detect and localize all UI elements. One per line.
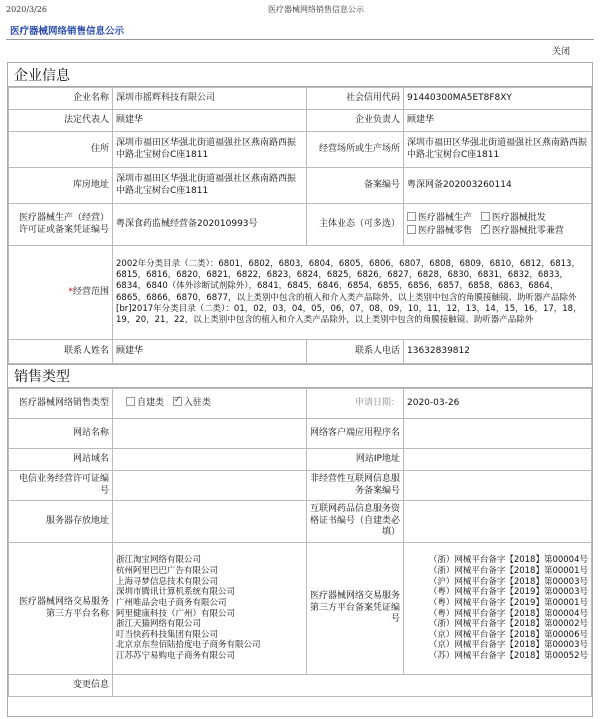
business-type-options xyxy=(404,204,592,246)
sales-type-option[interactable] xyxy=(173,397,211,410)
manager: 顾建华 xyxy=(404,110,592,132)
list-item: （浙）网械平台备字【2018】第00004号 xyxy=(428,555,588,566)
business-type-option[interactable] xyxy=(481,225,564,238)
scope-label-cell xyxy=(9,246,113,340)
table-row xyxy=(9,132,592,168)
list-item: 浙江天猫网络有限公司 xyxy=(116,619,202,630)
list-item: 阿里健康科技（广州）有限公司 xyxy=(116,608,236,619)
biz-address: 深圳市福田区华强北街道福强社区燕南路西振中路北宝树台C座1811 xyxy=(404,132,592,168)
list-item: 杭州阿里巴巴广告有限公司 xyxy=(116,566,219,576)
checkbox-checked-icon xyxy=(481,225,490,234)
sales-table xyxy=(8,388,592,697)
changes-label: 变更信息 xyxy=(9,675,113,697)
telecom xyxy=(113,471,307,501)
business-type-option[interactable] xyxy=(407,212,472,225)
address-label: 住所 xyxy=(9,132,113,168)
checkbox-icon xyxy=(407,225,416,234)
hosting-label: 服务器存放地址 xyxy=(9,501,113,543)
license: 粤深食药监械经营备202010993号 xyxy=(113,204,307,246)
table-row xyxy=(9,389,592,419)
record-no: 粤深网备202003260114 xyxy=(404,168,592,204)
table-row xyxy=(9,246,592,340)
site-name xyxy=(113,419,307,449)
list-item: 江苏苏宁易购电子商务有限公司 xyxy=(116,651,236,661)
changes xyxy=(113,675,592,697)
apply-date: 2020-03-26 xyxy=(404,389,592,419)
table-row xyxy=(9,204,592,246)
app-name xyxy=(404,419,592,449)
list-item: （京）网械平台备字【2018】第00003号 xyxy=(428,640,588,651)
checkbox-checked-icon xyxy=(173,397,182,406)
phone-label: 联系人电话 xyxy=(307,340,404,364)
table-row xyxy=(9,449,592,471)
drug-info xyxy=(404,501,592,543)
list-item: （粤）网械平台备字【2019】第00003号 xyxy=(428,587,588,598)
contact: 顾建华 xyxy=(113,340,307,364)
business-type-option-label: 医疗器械批发 xyxy=(491,212,546,223)
table-row xyxy=(9,543,592,675)
sales-type-label: 医疗器械网络销售类型 xyxy=(9,389,113,419)
print-header xyxy=(0,0,600,18)
app-name-label: 网络客户端应用程序名 xyxy=(307,419,404,449)
list-item: （粤）网械平台备字【2018】第00004号 xyxy=(428,608,588,619)
site-name-label: 网站名称 xyxy=(9,419,113,449)
list-item: 上海寻梦信息技术有限公司 xyxy=(116,576,219,587)
table-row xyxy=(9,471,592,501)
manager-label: 企业负责人 xyxy=(307,110,404,132)
sales-type-option[interactable] xyxy=(126,397,164,410)
list-item: 广州唯品会电子商务有限公司 xyxy=(116,597,227,608)
platform-no-list xyxy=(404,543,592,675)
table-row xyxy=(9,340,592,364)
sales-type-option-label: 入驻类 xyxy=(183,398,211,409)
warehouse-label: 库房地址 xyxy=(9,168,113,204)
close-link[interactable]: 关闭 xyxy=(551,46,570,57)
print-date: 2020/3/26 xyxy=(6,4,48,14)
list-item: 叮当快药科技集团有限公司 xyxy=(116,629,219,640)
apply-date-label: 申请日期： xyxy=(307,389,404,419)
business-type-option-label: 医疗器械零售 xyxy=(418,225,473,236)
sales-type-option-label: 自建类 xyxy=(137,398,165,409)
required-mark: * xyxy=(68,286,73,297)
contact-label: 联系人姓名 xyxy=(9,340,113,364)
warehouse: 深圳市福田区华强北街道福强社区燕南路西振中路北宝树台C座1811 xyxy=(113,168,307,204)
table-row xyxy=(9,168,592,204)
business-type-label: 主体业态（可多选） xyxy=(307,204,404,246)
nonprofit xyxy=(404,471,592,501)
biz-address-label: 经营场所或生产场所 xyxy=(307,132,404,168)
list-item: （粤）网械平台备字【2019】第00001号 xyxy=(428,597,588,608)
page-title: 医疗器械网络销售信息公示 xyxy=(6,20,594,40)
record-no-label: 备案编号 xyxy=(307,168,404,204)
license-label: 医疗器械生产（经营）许可证或备案凭证编号 xyxy=(9,204,113,246)
business-type-option-label: 医疗器械批零兼营 xyxy=(491,225,564,236)
close-row xyxy=(6,40,594,60)
checkbox-icon xyxy=(407,212,416,221)
sales-type-options xyxy=(113,389,307,419)
sales-section-title: 销售类型 xyxy=(8,364,592,388)
domain-label: 网站域名 xyxy=(9,449,113,471)
print-site-title: 医疗器械网络销售信息公示 xyxy=(268,4,364,14)
list-item: （苏）网械平台备字【2018】第00052号 xyxy=(428,651,588,661)
list-item: （浙）网械平台备字【2018】第00002号 xyxy=(428,619,588,630)
info-panel xyxy=(7,62,593,717)
scope: 2002年分类目录（二类）：6801，6802，6803，6804，6805，6806，6807，6808，6809，6810，6812，6813，6815，6816，6820，6821，6822，6823，6824，6825，6826，6827，6828，6830，6831，6832，6833，6834，6840（体外诊断试剂除外），6841，6845，6846，6854，6855，6856，6857，6858，6863，6864，6865，6866，6870，6877，以上类别中包含的植入和介入类产品除外，以上类别中包含的角膜接触镜、助听器产品除外[br]2017年分类目录（二类）：01，02，03，04，05，06，07，08，09，10，11，12，13，14，15，16，17，18，19，20，21，22，以上类别中包含的植入和介入类产品除外，以上类别中包含的角膜接触镜、助听器产品除外 xyxy=(113,246,592,340)
enterprise-section-title: 企业信息 xyxy=(8,63,592,87)
table-row xyxy=(9,501,592,543)
table-row xyxy=(9,88,592,110)
platform-label: 医疗器械网络交易服务第三方平台名称 xyxy=(9,543,113,675)
platform-no-label: 医疗器械网络交易服务第三方平台备案凭证编号 xyxy=(307,543,404,675)
nonprofit-label: 非经营性互联网信息服务备案编号 xyxy=(307,471,404,501)
company-name-label: 企业名称 xyxy=(9,88,113,110)
hosting xyxy=(113,501,307,543)
drug-info-label: 互联网药品信息服务资格证书编号（自建类必填） xyxy=(307,501,404,543)
business-type-option[interactable] xyxy=(481,212,546,225)
platform-list xyxy=(113,543,307,675)
table-row xyxy=(9,110,592,132)
enterprise-table xyxy=(8,87,592,364)
list-item: （沪）网械平台备字【2018】第00003号 xyxy=(428,576,588,587)
ip xyxy=(404,449,592,471)
ip-label: 网站IP地址 xyxy=(307,449,404,471)
scope-label: 经营范围 xyxy=(72,286,109,297)
legal-rep-label: 法定代表人 xyxy=(9,110,113,132)
list-item: 北京京东叁佰陆拾度电子商务有限公司 xyxy=(116,640,261,651)
address: 深圳市福田区华强北街道福强社区燕南路西振中路北宝树台C座1811 xyxy=(113,132,307,168)
business-type-option[interactable] xyxy=(407,225,472,238)
list-item: （京）网械平台备字【2018】第00006号 xyxy=(428,629,588,640)
list-item: 深圳市腾讯计算机系统有限公司 xyxy=(116,587,236,598)
table-row xyxy=(9,675,592,697)
credit-code-label: 社会信用代码 xyxy=(307,88,404,110)
legal-rep: 顾建华 xyxy=(113,110,307,132)
phone: 13632839812 xyxy=(404,340,592,364)
domain xyxy=(113,449,307,471)
checkbox-icon xyxy=(126,397,135,406)
checkbox-icon xyxy=(481,212,490,221)
telecom-label: 电信业务经营许可证编号 xyxy=(9,471,113,501)
credit-code: 91440300MA5ET8F8XY xyxy=(404,88,592,110)
list-item: （浙）网械平台备字【2018】第00001号 xyxy=(428,566,588,576)
business-type-option-label: 医疗器械生产 xyxy=(418,212,473,223)
list-item: 浙江淘宝网络有限公司 xyxy=(116,555,202,566)
company-name: 深圳市摇辉科技有限公司 xyxy=(113,88,307,110)
table-row xyxy=(9,419,592,449)
